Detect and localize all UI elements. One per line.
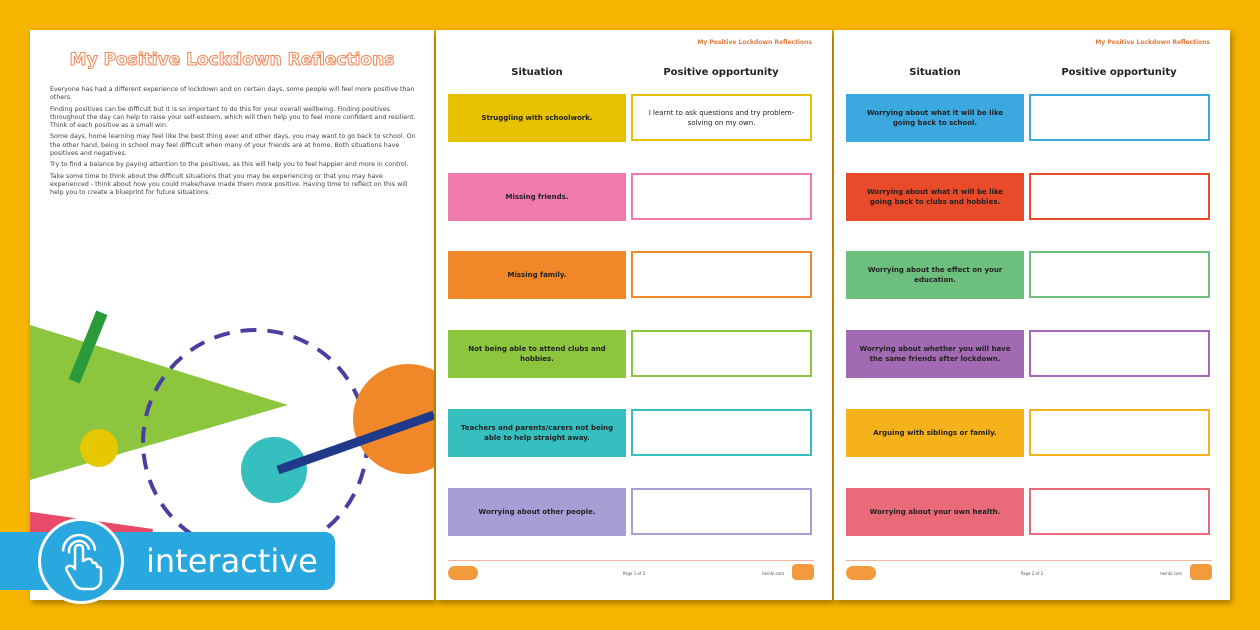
- running-header: My Positive Lockdown Reflections: [697, 39, 812, 46]
- situation-cell: Missing friends.: [448, 173, 626, 221]
- situation-cell: Worrying about what it will be like going back to clubs and hobbies.: [846, 173, 1024, 221]
- intro-text: [50, 86, 420, 201]
- opportunity-input[interactable]: [1029, 488, 1210, 535]
- opportunity-input[interactable]: I learnt to ask questions and try problem-solving on my own.: [631, 94, 812, 141]
- intro-paragraph-3: Some days, home learning may feel like the best thing ever and other days, you may want to go back to school. On the other hand, being in school may feel difficult when many of your friends are at home. Both situations have positives and negatives.: [50, 133, 416, 158]
- page-title: My Positive Lockdown Reflections: [69, 50, 395, 70]
- footer-divider: [448, 560, 814, 561]
- intro-paragraph-1: Everyone has had a different experience of lockdown and on certain days, some people will feel more positive than others.: [50, 86, 415, 102]
- opportunity-input[interactable]: [631, 251, 812, 298]
- opportunity-column-header: Positive opportunity: [663, 67, 779, 78]
- intro-paragraph-2: Finding positives can be difficult but it is so important to do this for your overall wellbeing. Finding positives throughout the day can help to raise your self-esteem, which will then help you to feel more confident and resilient. Think of each positive as a small win.: [50, 105, 416, 130]
- opportunity-input[interactable]: [1029, 94, 1210, 141]
- intro-paragraph-4: Try to find a balance by paying attention to the positives, as this will help you to feel happier and more in control.: [50, 161, 409, 169]
- situation-cell: Worrying about what it will be like going back to school.: [846, 94, 1024, 142]
- footer-divider: [846, 560, 1212, 561]
- situation-cell: Worrying about the effect on your education.: [846, 251, 1024, 299]
- situation-column-header: Situation: [511, 67, 563, 78]
- opportunity-input[interactable]: [631, 409, 812, 456]
- opportunity-input[interactable]: [1029, 251, 1210, 298]
- running-header: My Positive Lockdown Reflections: [1095, 39, 1210, 46]
- teal-circle-shape: [241, 437, 307, 503]
- situation-cell: Worrying about other people.: [448, 488, 626, 536]
- yellow-dot-shape: [80, 429, 118, 467]
- opportunity-input[interactable]: [631, 330, 812, 377]
- situation-cell: Struggling with schoolwork.: [448, 94, 626, 142]
- page-number: Page 2 of 2: [1020, 571, 1044, 576]
- partner-logo: [1190, 564, 1212, 580]
- opportunity-input[interactable]: [1029, 409, 1210, 456]
- badge-label: interactive: [146, 542, 318, 580]
- opportunity-input[interactable]: [1029, 330, 1210, 377]
- worksheet-page-1: [30, 30, 434, 600]
- page-number: Page 1 of 2: [622, 571, 646, 576]
- badge-circle: [38, 518, 124, 604]
- situation-cell: Teachers and parents/carers not being able to help straight away.: [448, 409, 626, 457]
- situation-cell: Not being able to attend clubs and hobbies.: [448, 330, 626, 378]
- partner-logo: [792, 564, 814, 580]
- pointer-hand-icon: [41, 521, 121, 601]
- situation-cell: Arguing with siblings or family.: [846, 409, 1024, 457]
- footer-url: twinkl.com: [762, 571, 784, 576]
- dashed-circle-shape: [143, 330, 367, 554]
- opportunity-input[interactable]: [631, 173, 812, 220]
- worksheet-page-2: [436, 30, 832, 600]
- situation-cell: Missing family.: [448, 251, 626, 299]
- worksheet-page-3: [834, 30, 1230, 600]
- footer-url: twinkl.com: [1160, 571, 1182, 576]
- opportunity-input[interactable]: [631, 488, 812, 535]
- situation-cell: Worrying about whether you will have the same friends after lockdown.: [846, 330, 1024, 378]
- opportunity-input[interactable]: [1029, 173, 1210, 220]
- opportunity-column-header: Positive opportunity: [1061, 67, 1177, 78]
- intro-paragraph-5: Take some time to think about the difficult situations that you may be experiencing or that you may have experienced - think about how you could make/have made them more positive. Having time to reflect on this will help you to create a blueprint for future situations.: [50, 172, 408, 197]
- situation-column-header: Situation: [909, 67, 961, 78]
- situation-cell: Worrying about your own health.: [846, 488, 1024, 536]
